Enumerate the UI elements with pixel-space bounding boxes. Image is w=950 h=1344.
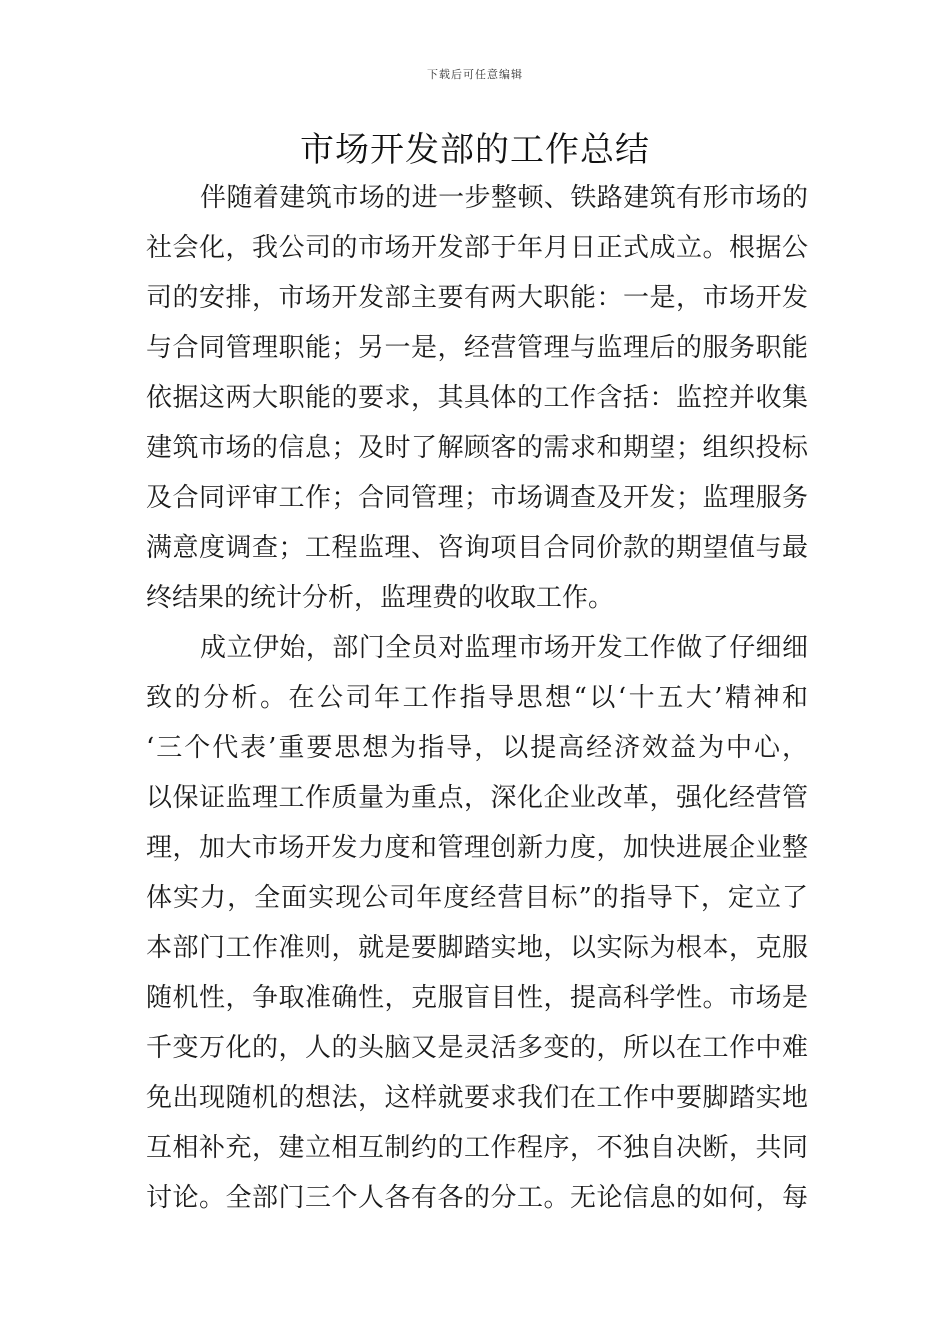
- paragraph-line: 以保证监理工作质量为重点，深化企业改革，强化经营管: [146, 783, 808, 813]
- paragraph-line: 免出现随机的想法，这样就要求我们在工作中要脚踏实地: [146, 1083, 808, 1113]
- paragraph-line: 满意度调查；工程监理、咨询项目合同价款的期望值与最: [146, 533, 808, 563]
- paragraph-line: 本部门工作准则，就是要脚踏实地，以实际为根本，克服: [146, 933, 808, 963]
- paragraph-line: 终结果的统计分析，监理费的收取工作。: [146, 583, 615, 613]
- paragraph-line: 伴随着建筑市场的进一步整顿、铁路建筑有形市场的: [200, 183, 808, 213]
- paragraph-line: 随机性，争取准确性，克服盲目性，提高科学性。市场是: [146, 983, 808, 1013]
- paragraph-line: 互相补充，建立相互制约的工作程序，不独自决断，共同: [146, 1133, 808, 1163]
- paragraph-2: [146, 623, 808, 1223]
- paragraph-line: 致的分析。在公司年工作指导思想“以‘十五大’精神和: [146, 683, 808, 713]
- header-note: 下载后可任意编辑: [427, 68, 523, 81]
- paragraph-line: 建筑市场的信息；及时了解顾客的需求和期望；组织投标: [146, 433, 808, 463]
- paragraph-1: [146, 173, 808, 623]
- paragraph-line: ‘三个代表’重要思想为指导，以提高经济效益为中心，: [146, 733, 808, 763]
- paragraph-line: 司的安排，市场开发部主要有两大职能：一是，市场开发: [146, 283, 808, 313]
- paragraph-line: 千变万化的，人的头脑又是灵活多变的，所以在工作中难: [146, 1033, 808, 1063]
- paragraph-line: 社会化，我公司的市场开发部于年月日正式成立。根据公: [146, 233, 808, 263]
- paragraph-line: 及合同评审工作；合同管理；市场调查及开发；监理服务: [146, 483, 808, 513]
- paragraph-line: 与合同管理职能；另一是，经营管理与监理后的服务职能: [146, 333, 808, 363]
- paragraph-line: 讨论。全部门三个人各有各的分工。无论信息的如何，每: [146, 1183, 808, 1213]
- paragraph-line: 成立伊始，部门全员对监理市场开发工作做了仔细细: [200, 633, 808, 663]
- paragraph-line: 体实力，全面实现公司年度经营目标”的指导下，定立了: [146, 883, 808, 913]
- document-title: 市场开发部的工作总结: [300, 130, 650, 170]
- paragraph-line: 理，加大市场开发力度和管理创新力度，加快进展企业整: [146, 833, 808, 863]
- paragraph-line: 依据这两大职能的要求，其具体的工作含括：监控并收集: [146, 383, 808, 413]
